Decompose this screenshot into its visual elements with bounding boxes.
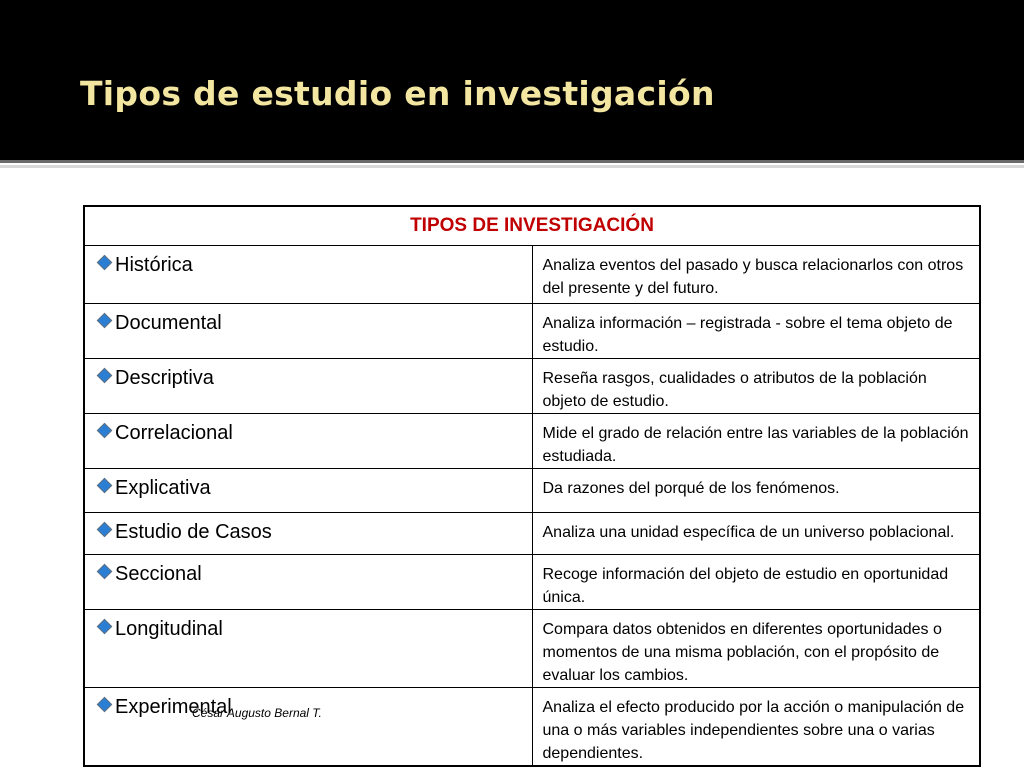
description-cell: Analiza información – registrada - sobre el tema objeto de estudio.: [532, 304, 980, 359]
table-row: [84, 555, 980, 610]
type-cell: [84, 414, 532, 469]
description-cell: Da razones del porqué de los fenómenos.: [532, 469, 980, 513]
description-cell: Reseña rasgos, cualidades o atributos de la población objeto de estudio.: [532, 359, 980, 414]
diamond-bullet-icon: [97, 313, 113, 329]
table-row: [84, 359, 980, 414]
type-cell: [84, 688, 532, 767]
type-cell: [84, 304, 532, 359]
table-row: [84, 469, 980, 513]
description-cell: Analiza una unidad específica de un universo poblacional.: [532, 513, 980, 555]
table-header-row: [84, 206, 980, 246]
type-cell: [84, 555, 532, 610]
diamond-bullet-icon: [97, 478, 113, 494]
table-row: [84, 304, 980, 359]
type-cell: [84, 469, 532, 513]
type-name: Descriptiva: [115, 367, 214, 389]
description-cell: Compara datos obtenidos en diferentes oportunidades o momentos de una misma población, con el propósito de evaluar los cambios.: [532, 610, 980, 688]
diamond-bullet-icon: [97, 564, 113, 580]
table-row: [84, 610, 980, 688]
description-cell: Analiza eventos del pasado y busca relacionarlos con otros del presente y del futuro.: [532, 246, 980, 304]
description-cell: Recoge información del objeto de estudio en oportunidad única.: [532, 555, 980, 610]
research-types-table: [83, 205, 981, 767]
table-row: [84, 246, 980, 304]
diamond-bullet-icon: [97, 368, 113, 384]
type-cell: [84, 513, 532, 555]
type-name: Histórica: [115, 254, 193, 276]
divider-light: [0, 165, 1024, 168]
diamond-bullet-icon: [97, 619, 113, 635]
diamond-bullet-icon: [97, 697, 113, 713]
type-name: Correlacional: [115, 422, 233, 444]
table-row: [84, 688, 980, 767]
author-credit: César Augusto Bernal T.: [192, 706, 322, 720]
type-name: Estudio de Casos: [115, 521, 272, 543]
table-header: TIPOS DE INVESTIGACIÓN: [84, 206, 980, 246]
divider-dark: [0, 160, 1024, 163]
diamond-bullet-icon: [97, 522, 113, 538]
diamond-bullet-icon: [97, 255, 113, 271]
type-name: Explicativa: [115, 477, 211, 499]
type-cell: [84, 610, 532, 688]
description-cell: Analiza el efecto producido por la acción o manipulación de una o más variables independientes sobre una o varias dependientes.: [532, 688, 980, 767]
diamond-bullet-icon: [97, 423, 113, 439]
title-bar: [0, 0, 1024, 160]
slide-title: Tipos de estudio en investigación: [80, 74, 715, 113]
type-cell: [84, 359, 532, 414]
table-row: [84, 414, 980, 469]
type-name: Experimental: [115, 696, 232, 718]
table-row: [84, 513, 980, 555]
type-name: Longitudinal: [115, 618, 223, 640]
description-cell: Mide el grado de relación entre las variables de la población estudiada.: [532, 414, 980, 469]
type-name: Documental: [115, 312, 222, 334]
type-name: Seccional: [115, 563, 202, 585]
type-cell: [84, 246, 532, 304]
